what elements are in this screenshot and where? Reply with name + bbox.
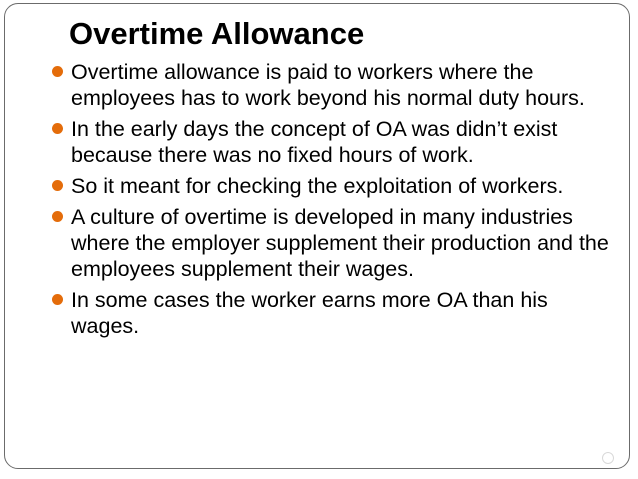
bullet-item <box>50 287 610 339</box>
bullet-text: Overtime allowance is paid to workers where the employees has to work beyond his normal duty hours. <box>71 60 585 110</box>
bullet-text: In the early days the concept of OA was didn’t exist because there was no fixed hours of work. <box>71 117 558 167</box>
bullet-text: So it meant for checking the exploitation of workers. <box>71 174 564 198</box>
bullet-item <box>50 173 610 199</box>
bullet-dot-icon <box>52 180 63 191</box>
bullet-text: A culture of overtime is developed in many industries where the employer supplement their production and the employees supplement their wages. <box>71 205 609 281</box>
bullet-item <box>50 59 610 111</box>
bullet-dot-icon <box>52 123 63 134</box>
bullet-list <box>50 59 610 344</box>
bullet-dot-icon <box>52 211 63 222</box>
slide-title: Overtime Allowance <box>69 16 365 51</box>
bullet-item <box>50 204 610 282</box>
corner-circle-icon <box>602 452 614 464</box>
bullet-text: In some cases the worker earns more OA than his wages. <box>71 288 548 338</box>
bullet-item <box>50 116 610 168</box>
bullet-dot-icon <box>52 294 63 305</box>
bullet-dot-icon <box>52 66 63 77</box>
